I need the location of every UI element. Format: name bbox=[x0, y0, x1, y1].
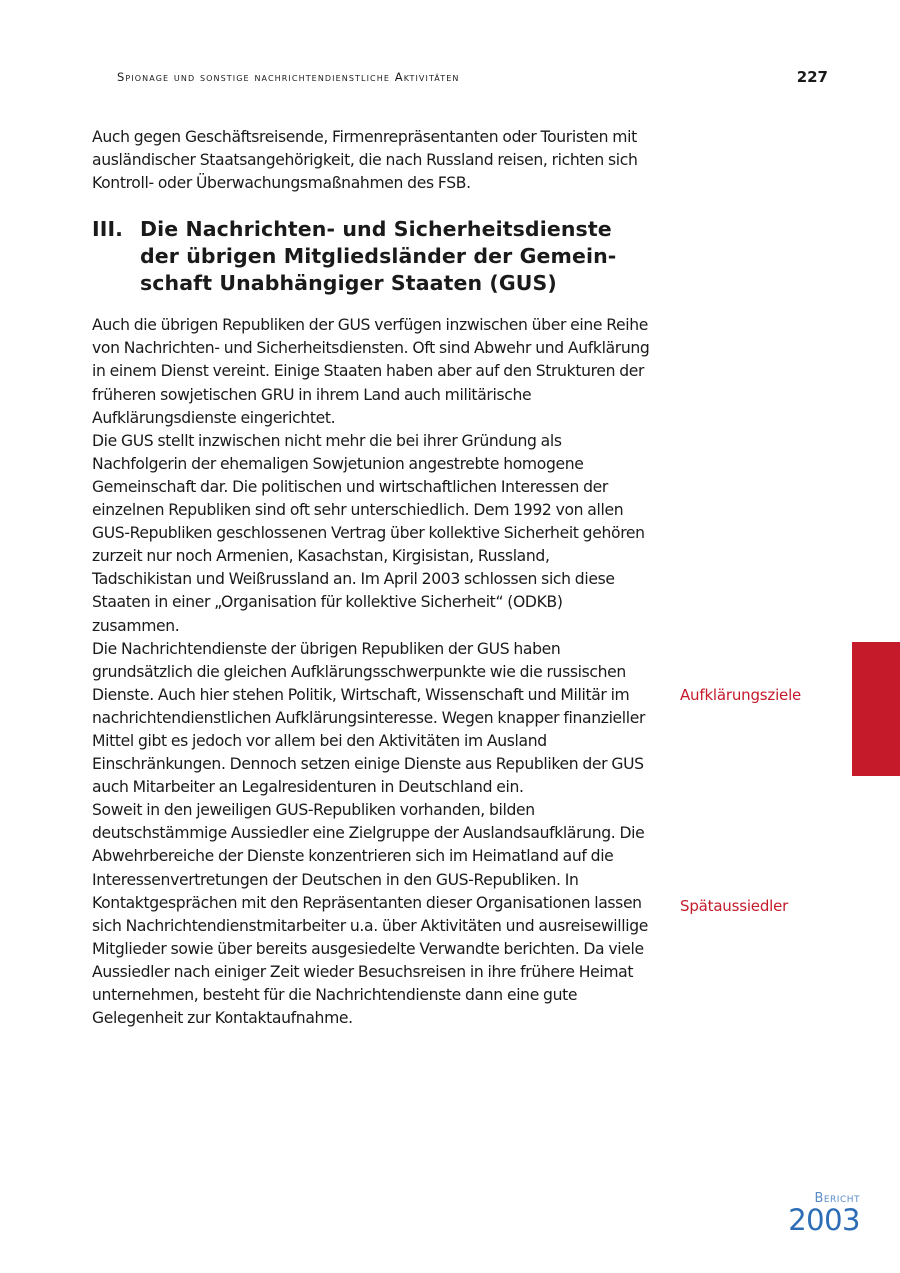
paragraph: Die GUS stellt inzwischen nicht mehr die bei ihrer Gründung als Nachfolgerin der ehemaligen Sowjetunion angestrebte homogene Gemeinschaft dar. Die politischen und wirtschaftlichen Interessen der einzelnen Republiken sind oft sehr unterschiedlich. Dem 1992 von allen GUS-Republiken geschlossenen Vertrag über kollektive Sicherheit gehören zurzeit nur noch Armenien, Kasachstan, Kirgisistan, Russland, Tadschikistan und Weißrussland an. Im April 2003 schlossen sich diese Staaten in einer „Organisation für kollektive Sicherheit“ (ODKB) zusammen. bbox=[92, 431, 645, 635]
intro-paragraph: Auch gegen Geschäftsreisende, Firmenrepräsentanten oder Touristen mit ausländischer Staatsangehörigkeit, die nach Russland reisen, richten sich Kontroll- oder Überwachungsmaßnahmen des FSB. bbox=[92, 128, 638, 193]
paragraph: Auch die übrigen Republiken der GUS verfügen inzwischen über eine Reihe von Nachrichten- und Sicherheitsdiensten. Oft sind Abwehr und Aufklärung in einem Dienst vereint. Einige Staaten haben aber auf den Strukturen der früheren sowjetischen GRU in ihrem Land auch militärische Aufklärungsdienste eingerichtet. bbox=[92, 316, 650, 427]
paragraph: Die Nachrichtendienste der übrigen Republiken der GUS haben grundsätzlich die gleichen Aufklärungsschwerpunkte wie die russischen Dienste. Auch hier stehen Politik, Wirtschaft, Wissenschaft und Militär im nachrichtendienstlichen Aufklärungsinteresse. Wegen knapper finanzieller Mittel gibt es jedoch vor allem bei den Aktivitäten im Ausland Einschränkungen. Dennoch setzen einige Dienste aus Republiken der GUS auch Mitarbeiter an Legalresidenturen in Deutschland ein. bbox=[92, 639, 646, 797]
paragraph: Soweit in den jeweiligen GUS-Republiken vorhanden, bilden deutschstämmige Aussiedler eine Zielgruppe der Auslandsaufklärung. Die Abwehrbereiche der Dienste konzentrieren sich im Heimatland auf die Interessenvertretungen der Deutschen in den GUS-Republiken. In Kontaktgesprächen mit den Repräsentanten dieser Organisationen lassen sich Nachrichtendienstmitarbeiter u.a. über Aktivitäten und ausreisewillige Mitglieder sowie über bereits ausgesiedelte Verwandte berichten. Da viele Aussiedler nach einiger Zeit wieder Besuchsreisen in ihre frühere Heimat unternehmen, besteht für die Nachrichtendienste dann eine gute Gelegenheit zur Kontaktaufnahme. bbox=[92, 801, 648, 1028]
report-logo-year: 2003 bbox=[788, 1203, 860, 1237]
main-text-column bbox=[92, 126, 650, 1030]
report-logo-word: Bericht bbox=[814, 1191, 860, 1206]
page-number: 227 bbox=[796, 68, 828, 86]
running-header: Spionage und sonstige nachrichtendienstliche Aktivitäten bbox=[117, 70, 460, 84]
chapter-tab-marker bbox=[852, 642, 900, 776]
section-heading bbox=[92, 216, 650, 297]
margin-note-spaetaussiedler: Spätaussiedler bbox=[680, 897, 789, 915]
report-logo bbox=[788, 1192, 860, 1235]
section-number: III. bbox=[92, 217, 124, 242]
section-title: Die Nachrichten- und Sicherheitsdienste der übrigen Mitgliedsländer der Gemeinschaft Unabhängiger Staaten (GUS) bbox=[140, 217, 617, 296]
margin-note-aufklaerungsziele: Aufklärungsziele bbox=[680, 686, 802, 704]
